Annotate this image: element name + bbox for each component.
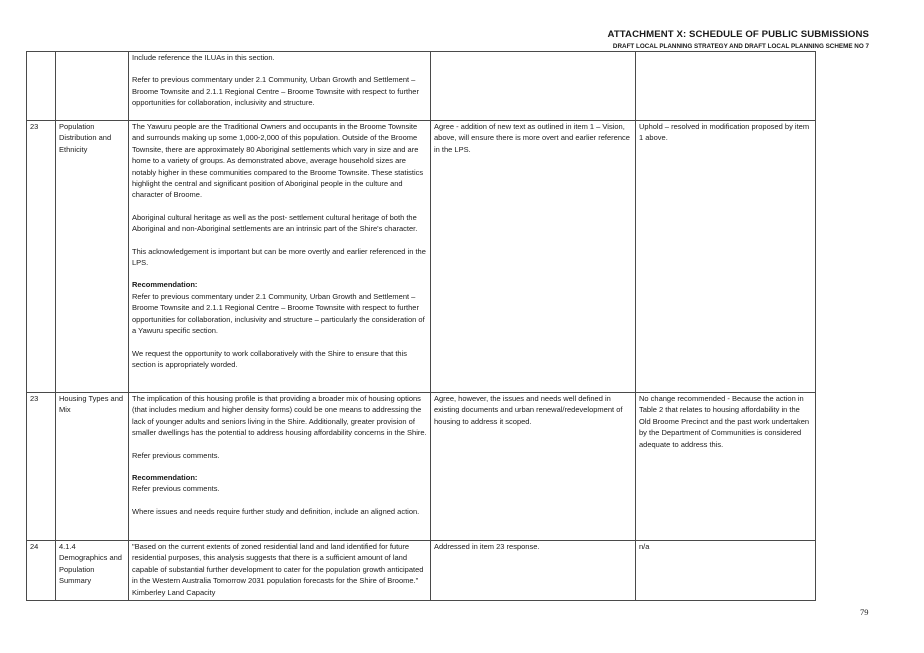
- submission-paragraph: Refer to previous commentary under 2.1 Community, Urban Growth and Settlement – Broome Townsite and 2.1.1 Regional Centre – Broome Townsite with respect to further opportunities for collaboration, inclusivity and structure.: [132, 75, 419, 108]
- response-cell: Addressed in item 23 response.: [431, 541, 636, 601]
- recommendation-paragraph: Refer to previous commentary under 2.1 Community, Urban Growth and Settlement – Broome Townsite and 2.1.1 Regional Centre – Broome Townsite with respect to further opportunities for collaboration, inclusivity and structure – particularly the consideration of a Yawuru specific section.: [132, 291, 425, 336]
- recommendation-heading: Recommendation:: [132, 473, 198, 483]
- table-row: [27, 541, 816, 601]
- document-subtitle: DRAFT LOCAL PLANNING STRATEGY AND DRAFT LOCAL PLANNING SCHEME NO 7: [612, 43, 869, 50]
- page-number: 79: [860, 607, 869, 617]
- submission-paragraph: The Yawuru people are the Traditional Owners and occupants in the Broome Townsite and surrounds making up some 1,000-2,000 of this population. Outside of the Broome Townsite, there are approximately 80 Aboriginal settlements which vary in size and are home to a variety of groups. As demonstrated above, average household sizes are notably higher in these communities compared to the Broome Townsite. These statistics highlight the central and significant position of Aboriginal people in the culture and character of Broome.: [132, 122, 424, 200]
- topic-cell: Population Distribution and Ethnicity: [56, 121, 129, 393]
- submission-number: 24: [27, 541, 56, 601]
- submission-cell: [129, 121, 431, 393]
- recommendation-heading: Recommendation:: [132, 280, 198, 290]
- recommendation-paragraph: We request the opportunity to work collaboratively with the Shire to ensure that this section is appropriately worded.: [132, 348, 408, 369]
- topic-cell: Housing Types and Mix: [56, 393, 129, 541]
- submission-paragraph: "Based on the current extents of zoned residential land and land identified for future residential purposes, this analysis suggests that there is a sufficient amount of land capable of substantial further development to cater for the population growth anticipated in the Western Australia Tomorrow 2031 population forecasts for the Shire of Broome." Kimberley Land Capacity: [132, 542, 424, 597]
- recommendation-cell: Uphold – resolved in modification proposed by item 1 above.: [636, 121, 816, 393]
- submissions-table: [26, 51, 816, 601]
- submission-cell: [129, 393, 431, 541]
- table-row: [27, 393, 816, 541]
- submission-cell: [129, 52, 431, 121]
- submission-paragraph: The implication of this housing profile is that providing a broader mix of housing options (that includes medium and higher density forms) could be one means to addressing the lack of younger adults and seniors living in the Shire. Additionally, greater provision of smaller dwellings has the potential to address housing affordability concerns in the Shire.: [132, 394, 427, 438]
- recommendation-paragraph: Where issues and needs require further study and definition, include an aligned action.: [132, 506, 420, 516]
- submission-number: 23: [27, 121, 56, 393]
- submission-paragraph: Include reference the ILUAs in this section.: [132, 53, 275, 62]
- table-row: [27, 121, 816, 393]
- submission-paragraph: Refer previous comments.: [132, 450, 220, 460]
- recommendation-cell: n/a: [636, 541, 816, 601]
- response-cell: Agree - addition of new text as outlined in item 1 – Vision, above, will ensure there is more overt and earlier reference in the LPS.: [431, 121, 636, 393]
- submission-number: 23: [27, 393, 56, 541]
- submission-paragraph: This acknowledgement is important but can be more overtly and earlier referenced in the LPS.: [132, 246, 426, 268]
- response-cell: [431, 52, 636, 121]
- submission-number: [27, 52, 56, 121]
- submission-paragraph: Aboriginal cultural heritage as well as the post- settlement cultural heritage of both the Aboriginal and non-Aboriginal settlements are an intrinsic part of the Shire's character.: [132, 212, 418, 234]
- recommendation-cell: [636, 52, 816, 121]
- recommendation-cell: No change recommended - Because the action in Table 2 that relates to housing affordability in the Old Broome Precinct and the past work undertaken by the Department of Communities is considered adequate to address this.: [636, 393, 816, 541]
- table-row: [27, 52, 816, 121]
- submission-cell: [129, 541, 431, 601]
- topic-cell: 4.1.4 Demographics and Population Summary: [56, 541, 129, 601]
- topic-cell: [56, 52, 129, 121]
- document-title: ATTACHMENT X: SCHEDULE OF PUBLIC SUBMISSIONS: [607, 29, 869, 40]
- response-cell: Agree, however, the issues and needs well defined in existing documents and urban renewal/redevelopment of housing to address it scoped.: [431, 393, 636, 541]
- recommendation-paragraph: Refer previous comments.: [132, 484, 220, 494]
